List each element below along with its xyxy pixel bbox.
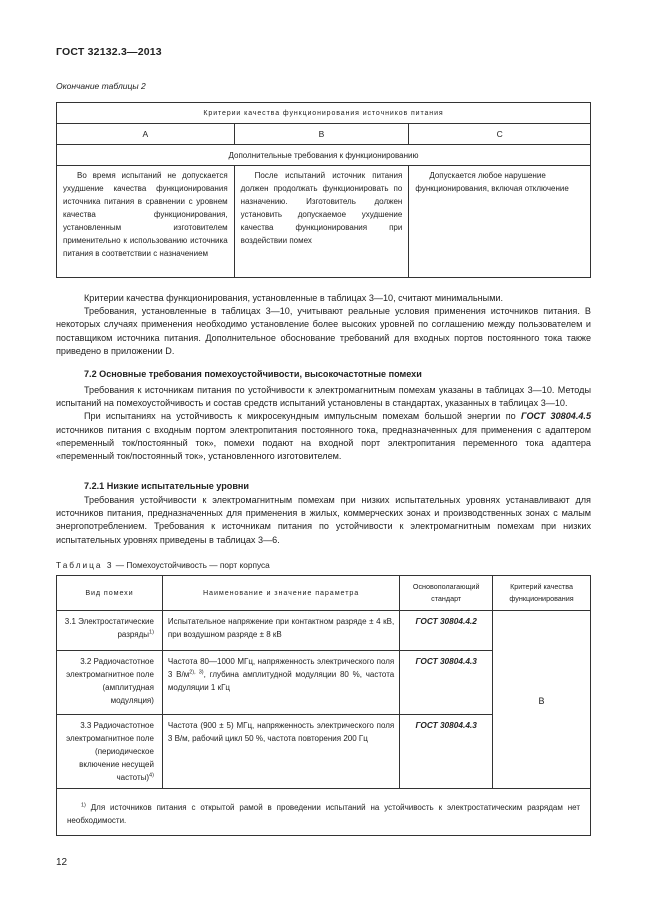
table-3-label: Таблица 3 [56, 560, 114, 570]
table-3 [56, 575, 591, 836]
section-title-cell: Дополнительные требования к функционированию [57, 145, 591, 166]
row-rf-pulse-parameter: Частота (900 ± 5) МГц, напряженность электрического поля 3 В/м, рабочий цикл 50 %, частота повторения 200 Гц [162, 715, 399, 789]
paragraph-requirements: Требования, установленные в таблицах 3—10, учитывают реальные условия применения источников питания. В некоторых случаях применения необходимо установление более высоких уровней по соглашению между пользователем и поставщиком источника питания. Дополнительное обоснование требований для входных портов постоянного тока также приведено в приложении D. [56, 306, 591, 356]
header-performance-criterion: Критерий качества функционирования [493, 576, 591, 611]
column-c-header: C [409, 124, 591, 145]
criterion-b-cell: После испытаний источник питания должен продолжать функционировать по назначению. Изготовитель должен установить допускаемое ухудшение качества функционирования при воздействии помех [234, 166, 409, 278]
section-heading-7-2: 7.2 Основные требования помехоустойчивости, высокочастотные помехи [84, 369, 422, 379]
body-paragraphs-2 [56, 384, 591, 463]
table-footnote: $^{1)}$ Для источников питания с открытой рамой в проведении испытаний на устойчивость к электростатическим разрядам нет необходимости. [57, 789, 591, 836]
row-rf-am-standard: ГОСТ 30804.4.3 [400, 651, 493, 715]
table-3-caption [56, 560, 270, 570]
document-code-header: ГОСТ 32132.3—2013 [56, 46, 162, 58]
criteria-header-cell: Критерии качества функционирования источников питания [57, 103, 591, 124]
body-paragraphs-3 [56, 494, 591, 547]
criterion-a-cell: Во время испытаний не допускается ухудшение качества функционирования источника питания в сравнении с уровнем качества функционирования, установленным изготовителем применительно к использованию источника питания в соответствии с назначением [57, 166, 235, 278]
row-esd-parameter: Испытательное напряжение при контактном разряде ± 4 кВ, при воздушном разряде ± 8 кВ [162, 611, 399, 651]
page-number: 12 [56, 857, 68, 868]
criterion-c-cell: Допускается любое нарушение функционирования, включая отключение [409, 166, 591, 278]
header-parameter: Наименование и значение параметра [162, 576, 399, 611]
row-rf-pulse-standard: ГОСТ 30804.4.3 [400, 715, 493, 789]
paragraph-min-criteria: Критерии качества функционирования, установленные в таблицах 3—10, считают минимальными. [84, 293, 504, 303]
paragraph-immunity-requirements: Требования к источникам питания по устойчивости к электромагнитным помехам указаны в таблицах 3—10. Методы испытаний на помехоустойчивость и состав средств испытаний установлены в стандартах, указанных в таблицах 3—10. [56, 385, 591, 409]
paragraph-surge-tests [56, 410, 591, 463]
table-2-continuation [56, 102, 591, 278]
table-2-continuation-caption: Окончание таблицы 2 [56, 81, 146, 91]
row-rf-am-parameter: Частота 80—1000 МГц, напряженность электрического поля 3 $В/м^{2), 3)}$, глубина амплитудной модуляции 80 %, частота модуляции 1 кГц [162, 651, 399, 715]
row-esd-type: 3.1 Электростатические разряды$^{1)}$ [57, 611, 163, 651]
header-base-standard: Основополагающий стандарт [400, 576, 493, 611]
row-rf-am-type: 3.2 Радиочастотное электромагнитное поле (амплитудная модуляция) [57, 651, 163, 715]
standard-reference: ГОСТ 30804.4.5 [520, 411, 592, 422]
body-paragraphs-1 [56, 292, 591, 358]
column-b-header: B [234, 124, 409, 145]
paragraph-low-levels: Требования устойчивости к электромагнитным помехам при низких испытательных уровнях устанавливают для источников питания, предназначенных для применения в жилых, коммерческих зонах и производственных зонах с малым энергопотреблением. Требования к источникам питания по устойчивости к электромагнитным помехам при низких испытательных уровнях приведены в таблицах 3—6. [56, 495, 591, 545]
section-heading-7-2-1: 7.2.1 Низкие испытательные уровни [84, 481, 250, 491]
paragraph-surge-text-a: При испытаниях на устойчивость к микросекундным импульсным помехам большой энергии по [84, 411, 516, 422]
performance-criterion-cell: B [493, 611, 591, 789]
table-3-title: — Помехоустойчивость — порт корпуса [115, 560, 270, 570]
paragraph-surge-text-b: источников питания с входным портом электропитания постоянного тока, предназначенных для применения с адаптером «переменный ток/постоянный ток», помехи подают на входной порт электропитания переменного тока адаптера «переменный ток/постоянный ток», установленного изготовителем. [56, 424, 591, 462]
row-rf-pulse-type: 3.3 Радиочастотное электромагнитное поле (периодическое включение несущей частоты)$^{4)}$ [57, 715, 163, 789]
column-a-header: A [57, 124, 235, 145]
header-disturbance-type: Вид помехи [57, 576, 163, 611]
row-esd-standard: ГОСТ 30804.4.2 [400, 611, 493, 651]
